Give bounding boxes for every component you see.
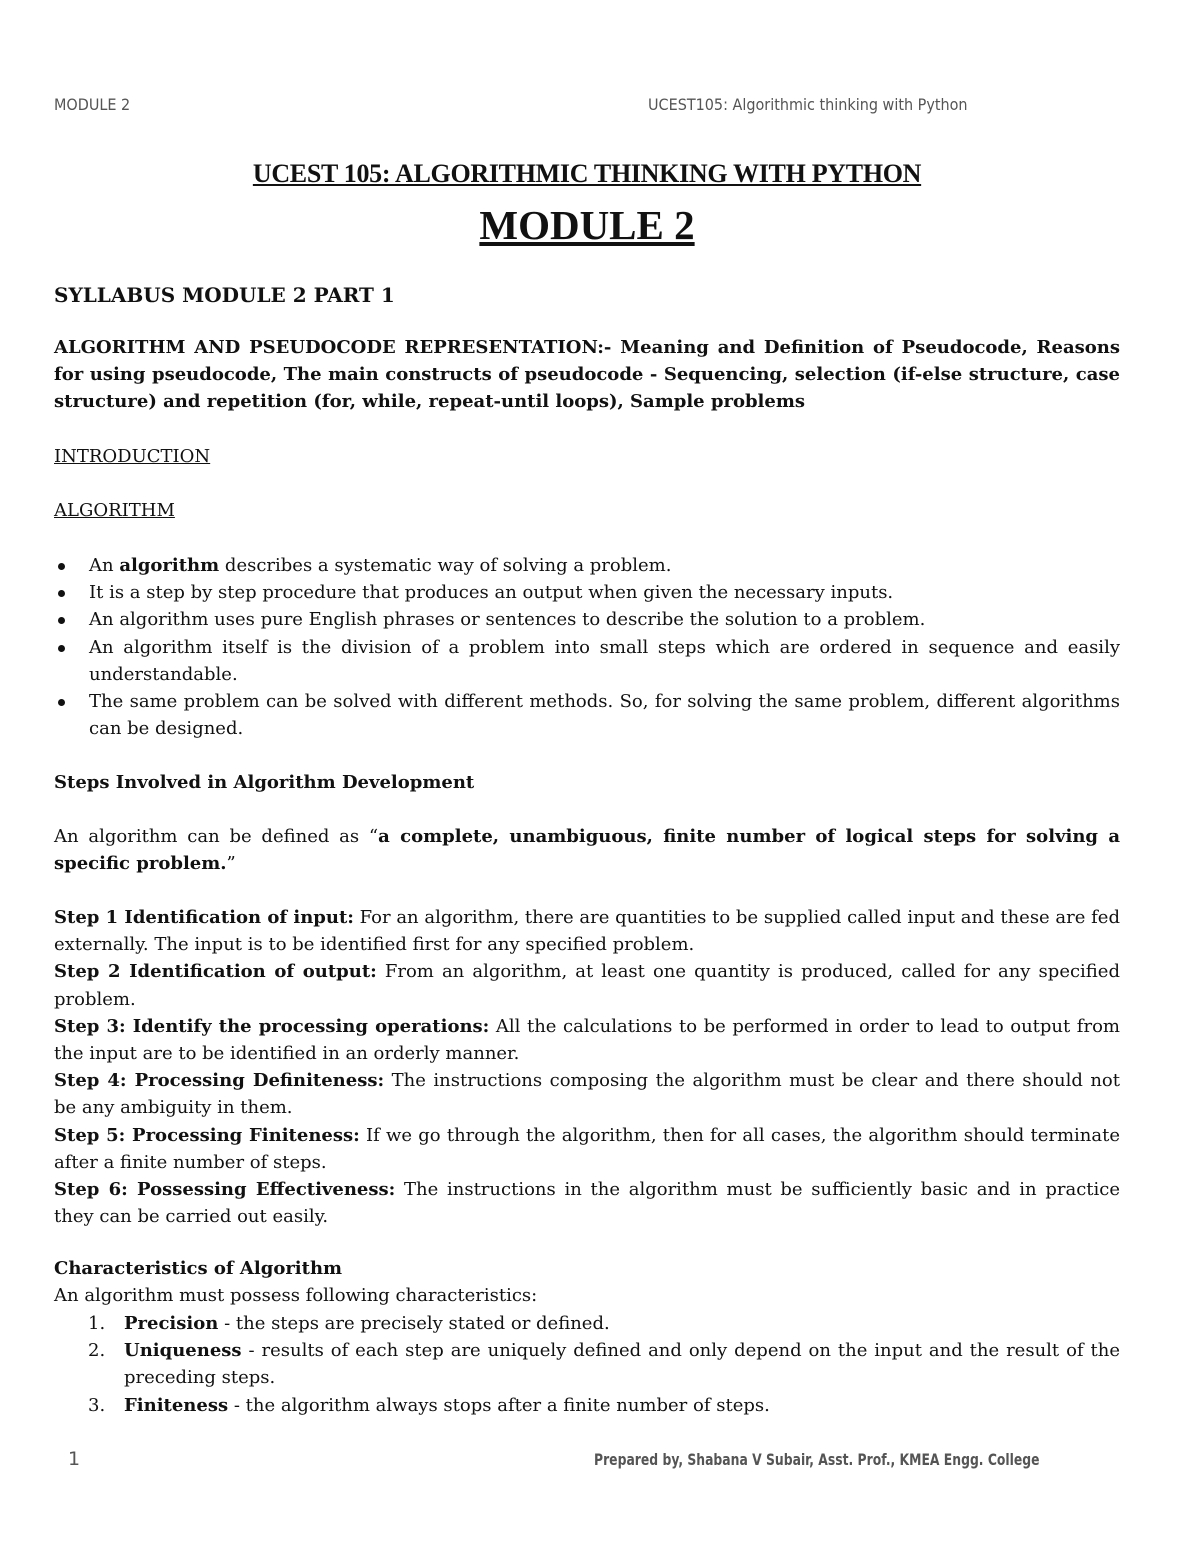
step-label: Step 3: Identify the processing operations:: [54, 1015, 490, 1037]
list-item: [54, 579, 1120, 606]
list-item: [54, 606, 1120, 633]
definition-bold-text: a complete, unambiguous, finite number of logical steps for solving a specific problem.: [54, 826, 1120, 875]
step-item: [54, 1013, 1120, 1067]
step-label: Step 5: Processing Finiteness:: [54, 1124, 360, 1146]
step-label: Step 4: Processing Definiteness:: [54, 1070, 385, 1092]
characteristics-heading: Characteristics of Algorithm: [54, 1258, 343, 1279]
characteristics-intro: An algorithm must possess following characteristics:: [54, 1285, 538, 1306]
steps-heading: Steps Involved in Algorithm Development: [54, 772, 475, 793]
algorithm-heading: ALGORITHM: [54, 500, 175, 521]
bullet-text: An algorithm uses pure English phrases or sentences to describe the solution to a problem.: [89, 609, 926, 631]
bullet-text: The same problem can be solved with different methods. So, for solving the same problem, different algorithms can be designed.: [89, 691, 1120, 740]
step-label: Step 1 Identification of input:: [54, 907, 354, 928]
step-item: [54, 1122, 1120, 1176]
item-number: 3.: [88, 1394, 106, 1416]
syllabus-text: ALGORITHM AND PSEUDOCODE REPRESENTATION:- Meaning and Definition of Pseudocode, Reasons for using pseudocode, The main constructs of pseudocode - Sequencing, selection (if-else structure, case structure) and repetition (for, while, repeat-until loops), Sample problems: [54, 337, 1120, 413]
step-list: [54, 904, 1120, 1230]
item-text: - the algorithm always stops after a finite number of steps.: [228, 1394, 770, 1416]
step-label: Step 2 Identification of output:: [54, 961, 377, 983]
characteristics-list: [54, 1310, 1120, 1419]
list-item: [54, 552, 1120, 579]
step-item: [54, 958, 1120, 1012]
header-left: MODULE 2: [54, 95, 131, 114]
step-item: [54, 1176, 1120, 1230]
list-item: [54, 634, 1120, 688]
item-label: Uniqueness: [124, 1340, 242, 1362]
list-item: [54, 1392, 1120, 1419]
list-item: [54, 688, 1120, 742]
item-number: 1.: [88, 1313, 106, 1334]
step-text: The instructions in the algorithm must be sufficiently basic and in practice they can be carried out easily.: [54, 1179, 1120, 1228]
bullet-bold-text: algorithm: [119, 555, 220, 576]
step-text: If we go through the algorithm, then for all cases, the algorithm should terminate after a finite number of steps.: [54, 1124, 1120, 1173]
header-right: UCEST105: Algorithmic thinking with Python: [648, 95, 968, 114]
list-item: [54, 1337, 1120, 1391]
bullet-text: It is a step by step procedure that produces an output when given the necessary inputs.: [89, 582, 894, 604]
item-text: - results of each step are uniquely defined and only depend on the input and the result of the preceding steps.: [124, 1340, 1120, 1389]
module-title: MODULE 2: [479, 202, 695, 248]
step-text: For an algorithm, there are quantities to be supplied called input and these are fed externally. The input is to be identified first for any specified problem.: [54, 907, 1120, 956]
definition-text: ”: [226, 853, 236, 875]
step-text: All the calculations to be performed in order to lead to output from the input are to be identified in an orderly manner.: [54, 1015, 1120, 1065]
step-item: [54, 904, 1120, 958]
bullet-text: An: [89, 555, 120, 576]
page-number: 1: [68, 1448, 81, 1470]
item-number: 2.: [88, 1340, 106, 1362]
step-label: Step 6: Possessing Effectiveness:: [54, 1179, 396, 1201]
algorithm-bullet-list: [54, 552, 1120, 742]
step-text: From an algorithm, at least one quantity is produced, called for any specified problem.: [54, 961, 1120, 1010]
item-text: - the steps are precisely stated or defined.: [218, 1313, 610, 1334]
syllabus-heading: SYLLABUS MODULE 2 PART 1: [54, 283, 395, 307]
item-label: Finiteness: [124, 1394, 229, 1416]
step-item: [54, 1067, 1120, 1121]
bullet-text: An algorithm itself is the division of a problem into small steps which are ordered in sequence and easily understandable.: [89, 636, 1120, 685]
item-label: Precision: [124, 1313, 219, 1334]
definition-text: An algorithm can be defined as “: [54, 826, 379, 847]
step-text: The instructions composing the algorithm must be clear and there should not be any ambiguity in them.: [54, 1070, 1120, 1119]
introduction-heading: INTRODUCTION: [54, 446, 211, 467]
footer-credit: Prepared by, Shabana V Subair, Asst. Prof., KMEA Engg. College: [594, 1450, 1040, 1469]
list-item: [54, 1310, 1120, 1337]
bullet-text: describes a systematic way of solving a problem.: [219, 555, 672, 576]
course-title: UCEST 105: ALGORITHMIC THINKING WITH PYTHON: [252, 159, 922, 188]
algorithm-definition: [54, 823, 1120, 877]
